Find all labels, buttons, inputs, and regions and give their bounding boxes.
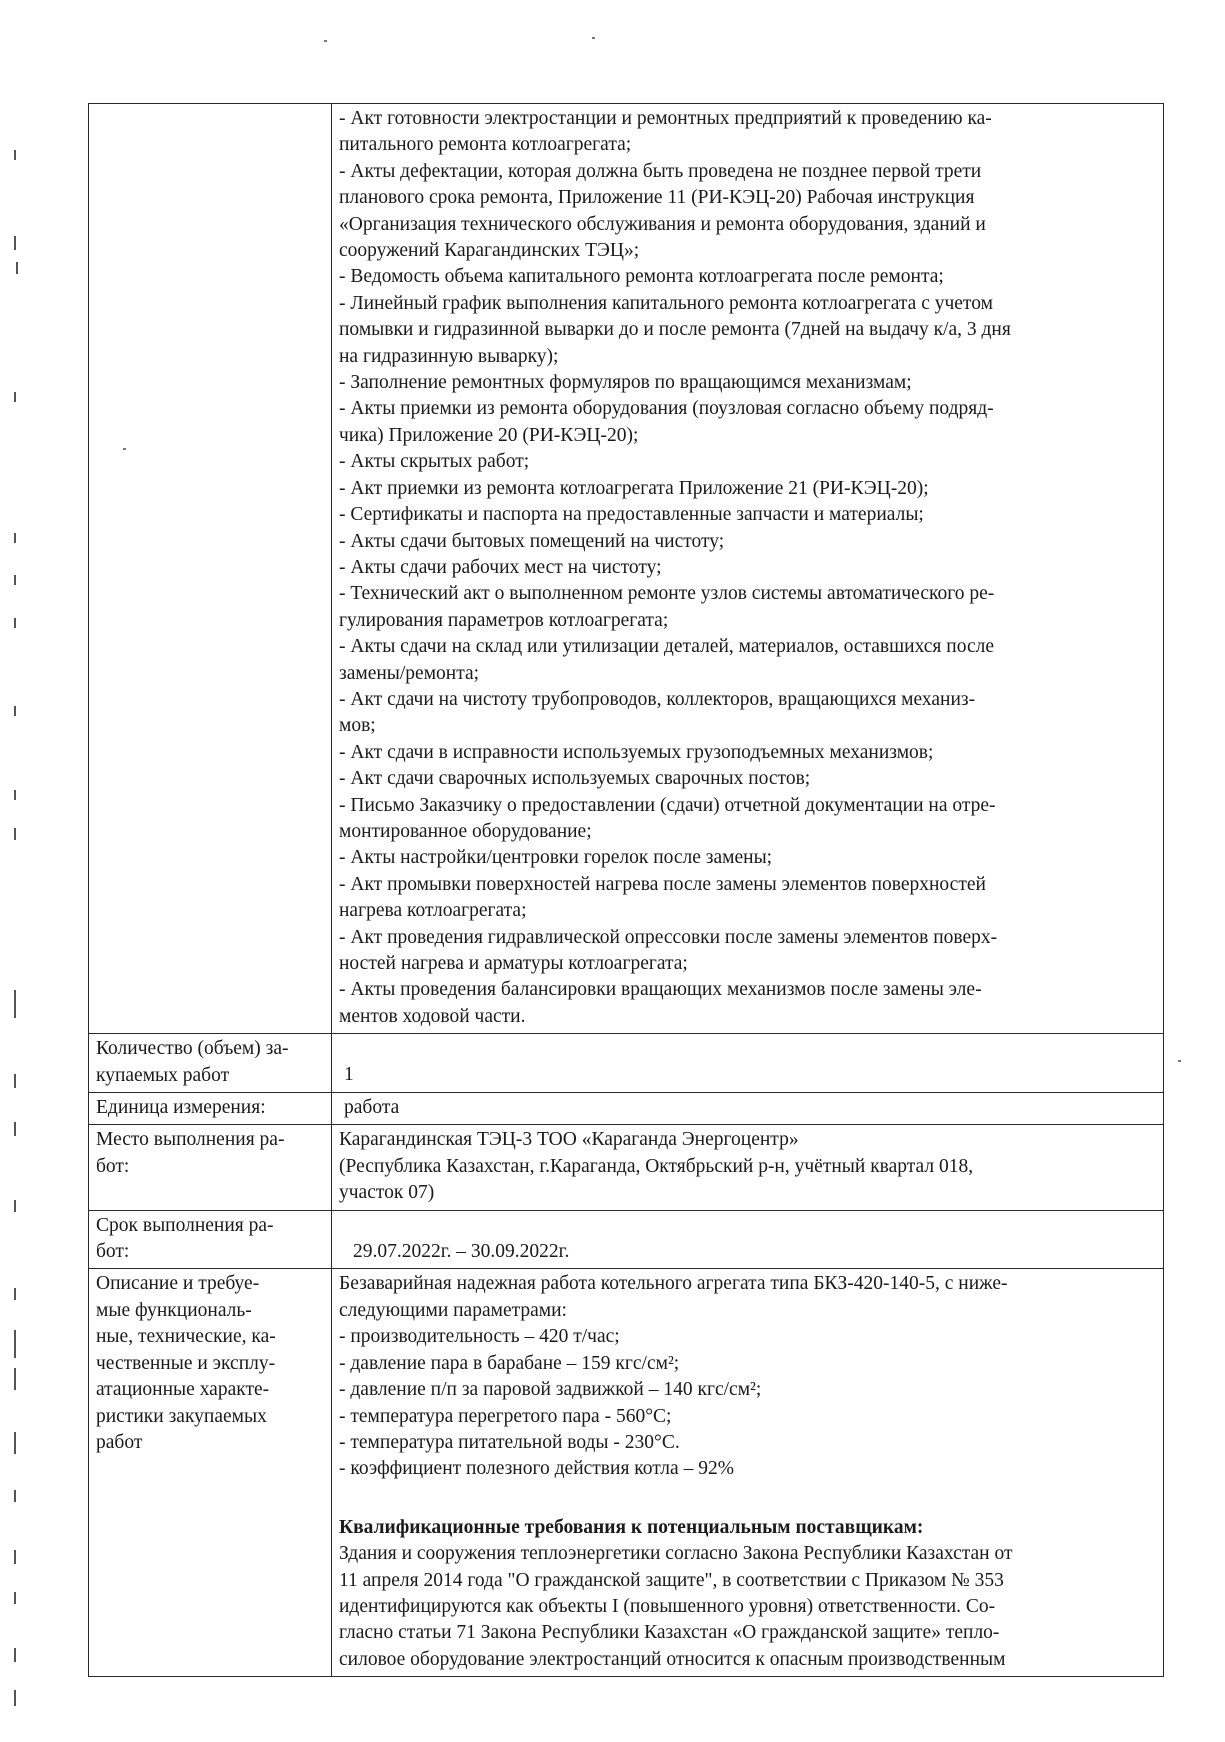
- document-list-line: «Организация технического обслуживания и ремонта оборудования, зданий и: [339, 213, 986, 235]
- document-list-line: - Акты приемки из ремонта оборудования (поузловая согласно объему подряд-: [339, 398, 994, 420]
- quantity-value: 1: [344, 1064, 354, 1086]
- document-list-line: - Сертификаты и паспорта на предоставленные запчасти и материалы;: [339, 504, 924, 526]
- parameter-line: следующими параметрами:: [339, 1299, 567, 1321]
- document-list-line: - Заполнение ремонтных формуляров по вращающимся механизмам;: [339, 372, 912, 394]
- qualification-heading: Квалификационные требования к потенциальным поставщикам:: [339, 1516, 924, 1538]
- document-list-line: - Ведомость объема капитального ремонта котлоагрегата после ремонта;: [339, 266, 944, 288]
- qualification-line: 11 апреля 2014 года "О гражданской защите", в соответствии с Приказом № 353: [339, 1569, 1004, 1591]
- document-list-line: - Акты дефектации, которая должна быть проведена не позднее первой трети: [339, 160, 982, 182]
- parameter-line: - коэффициент полезного действия котла – 92%: [339, 1458, 734, 1480]
- documents-row: [89, 104, 1164, 1034]
- description-label: Описание и требуе- мые функциональ- ные, технические, ка- чественные и эксплу- атационные характе- ристики закупаемых работ: [89, 1269, 332, 1677]
- description-value-cell: [332, 1269, 1164, 1677]
- document-list-line: - Технический акт о выполненном ремонте узлов системы автоматического ре-: [339, 583, 995, 605]
- document-list-line: - Акт промывки поверхностей нагрева после замены элементов поверхностей: [339, 873, 986, 895]
- qualification-line: Здания и сооружения теплоэнергетики согласно Закона Республики Казахстан от: [339, 1543, 1013, 1565]
- documents-list: [339, 106, 1157, 1030]
- unit-label: Единица измерения:: [89, 1093, 332, 1125]
- documents-label-cell: [89, 104, 332, 1034]
- parameter-line: - производительность – 420 т/час;: [339, 1326, 620, 1348]
- document-list-line: ментов ходовой части.: [339, 1005, 526, 1027]
- qualification-line: идентифицируются как объекты I (повышенного уровня) ответственности. Со-: [339, 1595, 996, 1617]
- term-row: [89, 1210, 1164, 1269]
- document-list-line: - Акты сдачи на склад или утилизации деталей, материалов, оставшихся после: [339, 636, 994, 658]
- document-list-line: - Акт сдачи сварочных используемых сварочных постов;: [339, 768, 811, 790]
- document-list-line: - Акт проведения гидравлической опрессовки после замены элементов поверх-: [339, 926, 998, 948]
- document-list-line: - Письмо Заказчику о предоставлении (сдачи) отчетной документации на отре-: [339, 794, 996, 816]
- document-list-line: ностей нагрева и арматуры котлоагрегата;: [339, 953, 688, 974]
- document-list-line: - Акты скрытых работ;: [339, 451, 530, 473]
- document-list-line: нагрева котлоагрегата;: [339, 900, 527, 922]
- documents-list-cell: [332, 104, 1164, 1034]
- term-label: Срок выполнения ра- бот:: [89, 1210, 332, 1269]
- unit-value-cell: [332, 1093, 1164, 1125]
- qualification-line: гласно статьи 71 Закона Республики Казахстан «О гражданской защите» тепло-: [339, 1622, 1000, 1644]
- document-list-line: на гидразинную выварку);: [339, 345, 559, 367]
- qualification-line: силовое оборудование электростанций относится к опасным производственным: [339, 1648, 1006, 1670]
- specification-table: [88, 103, 1164, 1677]
- document-list-line: гулирования параметров котлоагрегата;: [339, 609, 669, 631]
- document-list-line: сооружений Карагандинских ТЭЦ»;: [339, 240, 640, 262]
- location-row: [89, 1125, 1164, 1210]
- parameter-line: - температура перегретого пара - 560°С;: [339, 1405, 672, 1427]
- quantity-row: [89, 1034, 1164, 1093]
- document-list-line: - Акты сдачи рабочих мест на чистоту;: [339, 556, 662, 578]
- parameter-line: - давление пара в барабане – 159 кгс/см²;: [339, 1352, 680, 1374]
- document-list-line: - Линейный график выполнения капитального ремонта котлоагрегата с учетом: [339, 292, 993, 314]
- unit-row: [89, 1093, 1164, 1125]
- document-list-line: мов;: [339, 715, 376, 737]
- parameter-line: - давление п/п за паровой задвижкой – 140 кгс/см²;: [339, 1379, 762, 1401]
- quantity-label: Количество (объем) за- купаемых работ: [89, 1034, 332, 1093]
- document-list-line: - Акт приемки из ремонта котлоагрегата Приложение 21 (РИ-КЭЦ-20);: [339, 477, 929, 499]
- document-list-line: - Акты проведения балансировки вращающих механизмов после замены эле-: [339, 979, 982, 1001]
- document-list-line: - Акт готовности электростанции и ремонтных предприятий к проведению ка-: [339, 108, 992, 129]
- document-list-line: - Акты сдачи бытовых помещений на чистоту;: [339, 530, 725, 552]
- description-row: [89, 1269, 1164, 1677]
- document-list-line: - Акт сдачи в исправности используемых грузоподъемных механизмов;: [339, 741, 934, 763]
- unit-value: работа: [344, 1097, 400, 1119]
- document-list-line: - Акт сдачи на чистоту трубопроводов, коллекторов, вращающихся механиз-: [339, 688, 976, 710]
- location-line: Карагандинская ТЭЦ-3 ТОО «Караганда Энергоцентр»: [339, 1129, 799, 1151]
- location-line: (Республика Казахстан, г.Караганда, Октябрьский р-н, учётный квартал 018,: [339, 1155, 974, 1177]
- document-list-line: планового срока ремонта, Приложение 11 (РИ-КЭЦ-20) Рабочая инструкция: [339, 187, 975, 209]
- document-list-line: чика) Приложение 20 (РИ-КЭЦ-20);: [339, 424, 639, 446]
- location-value-cell: [332, 1125, 1164, 1210]
- parameter-line: Безаварийная надежная работа котельного агрегата типа БКЗ-420-140-5, с ниже-: [339, 1273, 1008, 1295]
- document-list-line: питального ремонта котлоагрегата;: [339, 134, 632, 156]
- term-value: 29.07.2022г. – 30.09.2022г.: [353, 1240, 570, 1262]
- document-list-line: - Акты настройки/центровки горелок после замены;: [339, 847, 773, 869]
- document-list-line: монтированное оборудование;: [339, 820, 592, 842]
- document-list-line: помывки и гидразинной выварки до и после ремонта (7дней на выдачу к/а, 3 дня: [339, 319, 1011, 341]
- term-value-cell: [332, 1210, 1164, 1269]
- location-label: Место выполнения ра- бот:: [89, 1125, 332, 1210]
- location-line: участок 07): [339, 1182, 435, 1204]
- document-list-line: замены/ремонта;: [339, 662, 480, 684]
- quantity-value-cell: [332, 1034, 1164, 1093]
- parameter-line: - температура питательной воды - 230°С.: [339, 1431, 680, 1453]
